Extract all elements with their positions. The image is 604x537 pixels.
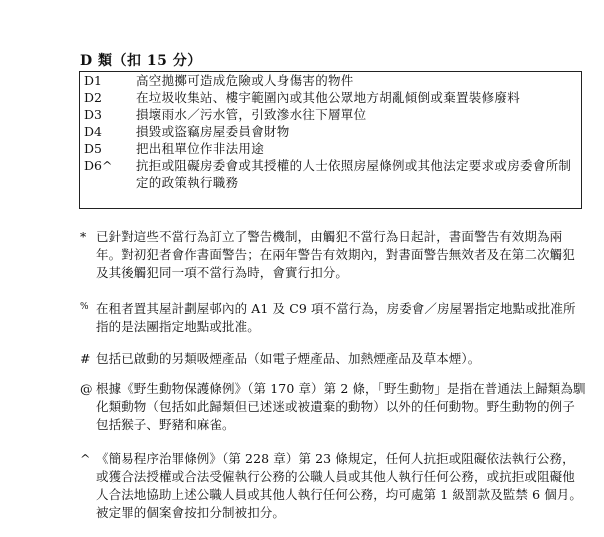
footnote-symbol: % xyxy=(80,302,89,312)
footnote-symbol: * xyxy=(80,229,87,244)
rule-row-d4 xyxy=(80,123,581,140)
rule-row-d3 xyxy=(80,106,581,123)
footnote-text: 根據《野生動物保護條例》（第 170 章）第 2 條，「野生動物」是指在普通法上歸類為馴化類動物（包括如此歸類但已述迷或被遺棄的動物）以外的任何動物。野生動物的例子包括猴子、野豬和麻雀。 xyxy=(96,381,586,432)
rule-description: 損毀或盜竊房屋委員會財物 xyxy=(136,124,290,139)
footnote-symbol: ^ xyxy=(80,451,91,466)
rule-code: D2 xyxy=(84,90,102,105)
rule-row-d1 xyxy=(80,72,581,89)
rule-row-d2 xyxy=(80,89,581,106)
rule-code: D6^ xyxy=(84,158,113,173)
rule-code: D1 xyxy=(84,73,102,88)
rule-description: 損壞雨水／污水管，引致滲水往下層單位 xyxy=(136,107,367,122)
rule-description: 在垃圾收集站、樓宇範圍內或其他公眾地方胡亂傾倒或棄置裝修廢料 xyxy=(136,90,521,105)
footnote-warning-mechanism xyxy=(80,228,586,282)
rule-row-d5 xyxy=(80,140,581,157)
rule-description: 高空拋擲可造成危險或人身傷害的物件 xyxy=(136,73,354,88)
footnote-text: 《簡易程序治罪條例》（第 228 章）第 23 條規定，任何人抗拒或阻礙依法執行公務，或獲合法授權或合法受僱執行公務的公職人員或其他人執行任何公務，或抗拒或阻礙他人合法地協助上述公職人員或其他人執行任何公務，均可處第 1 級罰款及監禁 6 個月。被定罪的個案會按扣分制被扣分。 xyxy=(96,451,583,520)
footnote-wild-animals xyxy=(80,380,586,434)
footnote-symbol: # xyxy=(80,351,91,366)
rule-description: 把出租單位作非法用途 xyxy=(136,141,265,156)
rule-code: D5 xyxy=(84,141,102,156)
footnote-text: 包括已啟動的另類吸煙產品（如電子煙產品、加熱煙產品及草本煙）。 xyxy=(96,351,481,366)
footnote-text: 已針對這些不當行為訂立了警告機制，由觸犯不當行為日起計，書面警告有效期為兩年。對初犯者會作書面警告；在兩年警告有效期內，對書面警告無效者及在第二次觸犯及其後觸犯同一項不當行為時，會實行扣分。 xyxy=(96,229,575,280)
section-heading: D 類（扣 15 分） xyxy=(80,53,202,69)
footnote-tenants-purchase-scheme xyxy=(80,300,586,336)
rules-table xyxy=(79,71,582,209)
footnote-smoking-products xyxy=(80,350,586,368)
footnote-text: 在租者置其屋計劃屋邨內的 A1 及 C9 項不當行為，房委會／房屋署指定地點或批准所指的是法團指定地點或批准。 xyxy=(96,301,576,334)
rule-row-d6 xyxy=(80,157,581,191)
footnote-symbol: @ xyxy=(80,381,93,396)
footnote-summary-offences xyxy=(80,450,586,522)
rule-description: 抗拒或阻礙房委會或其授權的人士依照房屋條例或其他法定要求或房委會所制定的政策執行職務 xyxy=(136,158,572,190)
rule-code: D3 xyxy=(84,107,102,122)
rule-code: D4 xyxy=(84,124,102,139)
